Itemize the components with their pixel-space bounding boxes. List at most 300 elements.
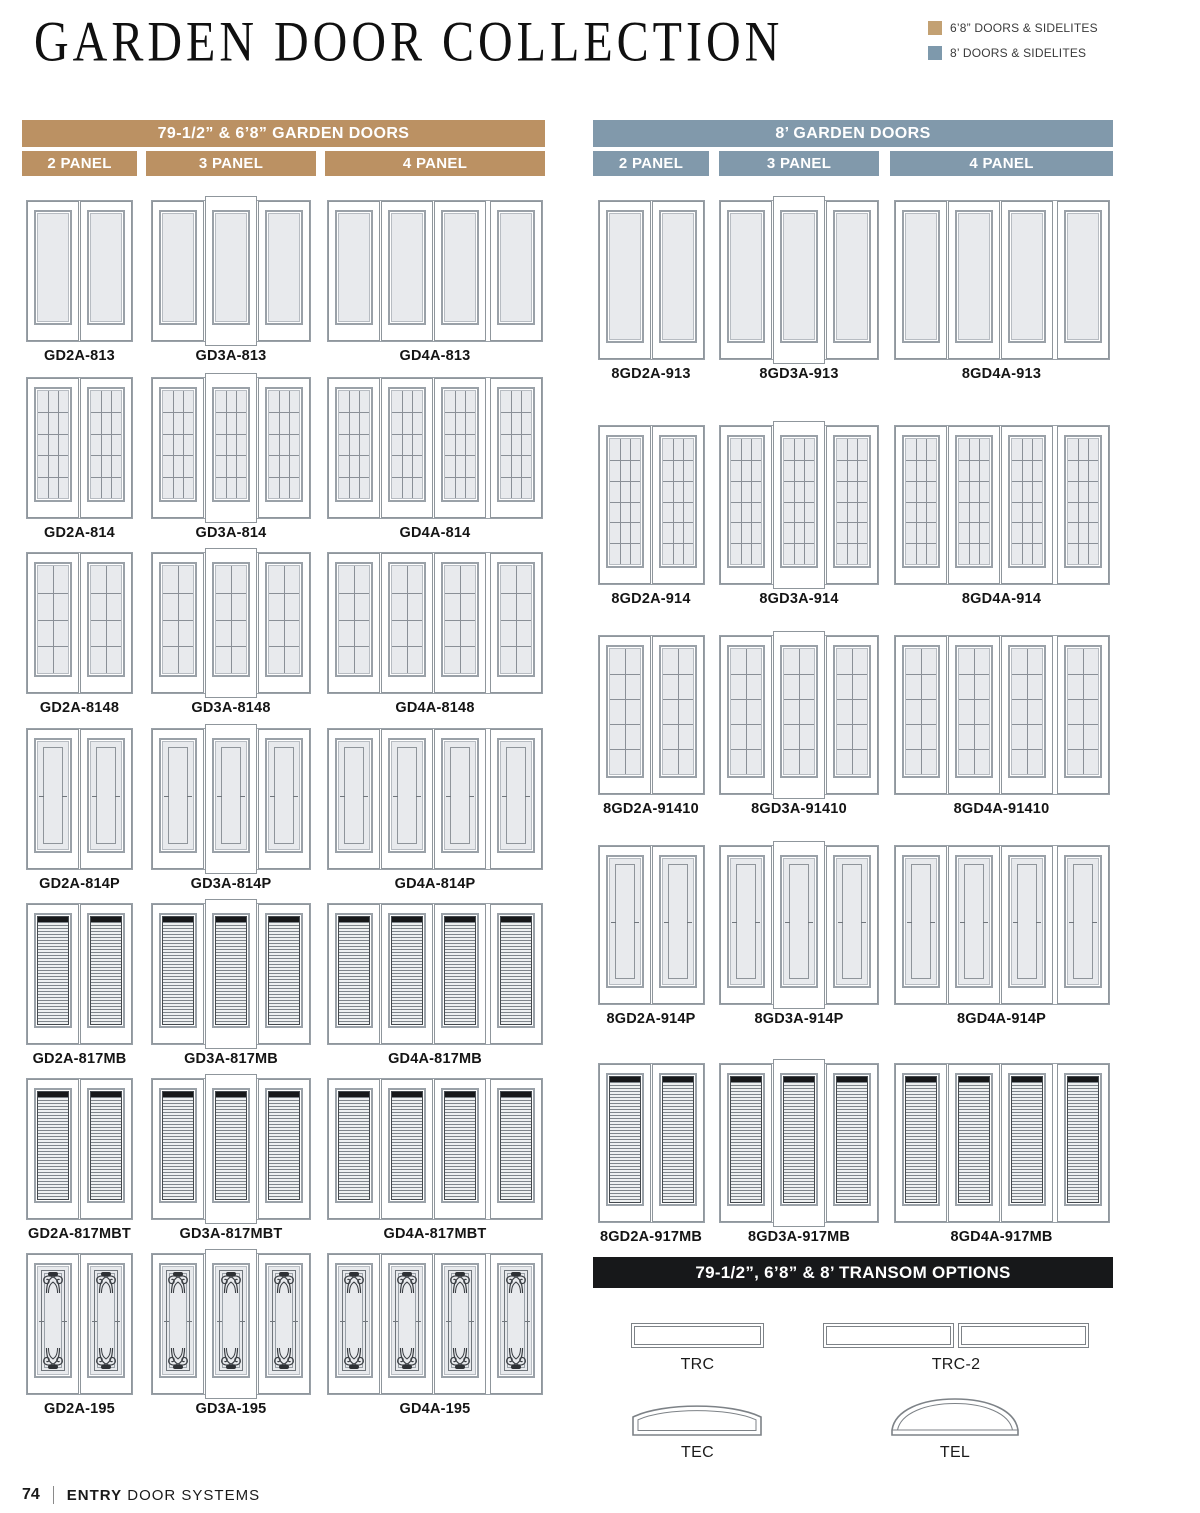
door-glass-clear — [1067, 213, 1099, 340]
door-glass-grid — [90, 390, 122, 499]
door-unit-GD2A-195 — [26, 1253, 133, 1395]
door-unit-GD3A-817MB — [151, 903, 311, 1045]
door-leaf — [490, 378, 542, 518]
door-model-label: 8GD2A-917MB — [599, 1229, 703, 1245]
grid-line-horizontal — [38, 455, 68, 456]
glass-frame — [335, 387, 373, 502]
blinds-headrail — [91, 917, 121, 922]
grid-line-horizontal — [392, 455, 422, 456]
glass-frame — [212, 1263, 250, 1378]
door-leaf — [205, 899, 257, 1049]
door-glass-blinds — [215, 1091, 247, 1200]
glass-inner-frame — [1073, 864, 1093, 979]
door-leaf — [773, 631, 825, 799]
door-glass-blinds — [338, 1091, 370, 1200]
door-model-label: 8GD4A-914P — [956, 1011, 1047, 1027]
glass-inner-frame — [168, 747, 188, 844]
grid-line-vertical — [183, 391, 184, 498]
door-leaf — [205, 1249, 257, 1399]
door-glass-panel — [215, 741, 247, 850]
door-leaf — [948, 201, 1000, 359]
glass-frame — [441, 210, 479, 325]
door-leaf — [652, 636, 704, 794]
door-glass-decorative — [500, 1266, 532, 1375]
glass-frame — [441, 562, 479, 677]
door-glass-grid — [836, 438, 868, 565]
grid-line-vertical — [921, 649, 922, 774]
glass-frame — [1064, 210, 1102, 343]
door-glass-clear — [730, 213, 762, 340]
grid-line-vertical — [402, 391, 403, 498]
glass-frame — [1008, 1073, 1046, 1206]
grid-line-horizontal — [392, 646, 422, 647]
grid-line-horizontal — [959, 522, 989, 523]
grid-line-horizontal — [906, 724, 936, 725]
door-leaf — [652, 201, 704, 359]
door-leaf — [826, 846, 878, 1004]
scroll-ornament-icon — [41, 1347, 61, 1367]
door-leaf — [720, 426, 772, 584]
grid-line-horizontal — [1012, 543, 1042, 544]
grid-line-horizontal — [784, 749, 814, 750]
glass-frame — [159, 1263, 197, 1378]
grid-line-horizontal — [731, 481, 761, 482]
door-glass-grid — [444, 565, 476, 674]
door-leaf — [826, 1064, 878, 1222]
blinds-headrail — [216, 917, 246, 922]
door-leaf — [773, 1059, 825, 1227]
door-glass-blinds — [391, 1091, 423, 1200]
grid-line-horizontal — [663, 502, 693, 503]
door-model-label: GD4A-195 — [399, 1401, 471, 1417]
grid-line-horizontal — [392, 434, 422, 435]
door-unit-8GD2A-914 — [598, 425, 705, 585]
door-leaf — [490, 729, 542, 869]
door-leaf — [258, 201, 310, 341]
glass-frame — [955, 645, 993, 778]
door-glass-clear — [268, 213, 300, 322]
door-glass-grid — [609, 438, 641, 565]
door-leaf — [328, 904, 380, 1044]
door-glass-panel — [958, 858, 990, 985]
door-leaf — [27, 378, 79, 518]
door-leaf — [599, 426, 651, 584]
glass-frame — [441, 1088, 479, 1203]
mid-tick — [502, 1321, 507, 1322]
door-unit-8GD4A-913 — [894, 200, 1110, 360]
grid-line-horizontal — [1068, 522, 1098, 523]
column-header-left-2panel: 2 PANEL — [22, 151, 137, 176]
glass-frame — [212, 738, 250, 853]
grid-line-horizontal — [1012, 699, 1042, 700]
door-glass-blinds — [268, 916, 300, 1025]
door-unit-8GD3A-917MB — [719, 1063, 879, 1223]
glass-frame — [902, 210, 940, 343]
grid-line-horizontal — [837, 699, 867, 700]
glass-frame — [902, 855, 940, 988]
door-model-label: GD3A-817MB — [184, 1051, 278, 1067]
column-header-right-4panel: 4 PANEL — [890, 151, 1113, 176]
door-model-label: 8GD3A-913 — [759, 366, 839, 382]
mid-tick — [164, 796, 169, 797]
door-leaf — [1001, 1064, 1053, 1222]
glass-frame — [497, 210, 535, 325]
grid-line-horizontal — [216, 434, 246, 435]
glass-frame — [265, 210, 303, 325]
glass-inner-frame — [450, 747, 470, 844]
door-glass-panel — [609, 858, 641, 985]
door-glass-decorative — [37, 1266, 69, 1375]
mid-tick — [634, 922, 639, 923]
door-leaf — [258, 904, 310, 1044]
blinds-headrail — [269, 917, 299, 922]
door-leaf — [381, 904, 433, 1044]
mid-tick — [838, 922, 843, 923]
blinds-headrail — [731, 1077, 761, 1082]
center-ornament-icon — [48, 1272, 58, 1276]
door-leaf — [948, 426, 1000, 584]
glass-frame — [955, 855, 993, 988]
glass-inner-frame — [397, 747, 417, 844]
grid-line-horizontal — [610, 543, 640, 544]
glass-frame — [87, 562, 125, 677]
scroll-ornament-icon — [395, 1274, 415, 1294]
glass-frame — [780, 855, 818, 988]
door-leaf — [1057, 636, 1109, 794]
glass-inner-frame — [668, 864, 688, 979]
grid-line-horizontal — [163, 593, 193, 594]
door-glass-grid — [1067, 438, 1099, 565]
door-leaf — [328, 378, 380, 518]
door-model-label: GD3A-814 — [195, 525, 267, 541]
door-glass-blinds — [37, 916, 69, 1025]
grid-line-horizontal — [1068, 481, 1098, 482]
door-leaf — [434, 1079, 486, 1219]
glass-frame — [1064, 1073, 1102, 1206]
grid-line-horizontal — [1068, 749, 1098, 750]
glass-frame — [902, 645, 940, 778]
door-unit-GD4A-8148 — [327, 552, 543, 694]
door-leaf — [205, 1074, 257, 1224]
door-model-label: GD4A-814P — [394, 876, 476, 892]
mid-tick — [1036, 922, 1041, 923]
door-leaf — [381, 201, 433, 341]
grid-line-horizontal — [906, 502, 936, 503]
door-glass-grid — [1011, 648, 1043, 775]
door-unit-GD3A-814 — [151, 377, 311, 519]
door-leaf — [205, 724, 257, 874]
grid-line-horizontal — [837, 460, 867, 461]
door-glass-grid — [444, 390, 476, 499]
mid-tick — [270, 1321, 275, 1322]
door-leaf — [652, 846, 704, 1004]
door-model-label: 8GD3A-917MB — [747, 1229, 851, 1245]
grid-line-horizontal — [38, 477, 68, 478]
door-glass-decorative — [391, 1266, 423, 1375]
door-model-label: GD4A-817MBT — [383, 1226, 487, 1242]
door-unit-8GD4A-917MB — [894, 1063, 1110, 1223]
transom-tel-drawing — [890, 1393, 1020, 1442]
scroll-ornament-icon — [448, 1347, 468, 1367]
mid-tick — [930, 922, 935, 923]
door-glass-blinds — [37, 1091, 69, 1200]
door-glass-blinds — [500, 916, 532, 1025]
mid-tick — [217, 1321, 222, 1322]
glass-inner-frame — [344, 747, 364, 844]
mid-tick — [687, 922, 692, 923]
mid-tick — [340, 796, 345, 797]
grid-line-vertical — [111, 391, 112, 498]
door-glass-clear — [783, 213, 815, 340]
grid-line-horizontal — [339, 455, 369, 456]
scroll-ornament-icon — [219, 1274, 239, 1294]
door-glass-grid — [662, 438, 694, 565]
grid-line-horizontal — [392, 477, 422, 478]
glass-frame — [388, 1263, 426, 1378]
blinds-headrail — [38, 917, 68, 922]
glass-frame — [87, 1088, 125, 1203]
door-glass-panel — [730, 858, 762, 985]
door-glass-grid — [609, 648, 641, 775]
door-glass-decorative — [338, 1266, 370, 1375]
grid-line-horizontal — [731, 522, 761, 523]
mid-tick — [217, 796, 222, 797]
glass-frame — [606, 435, 644, 568]
door-leaf — [773, 421, 825, 589]
grid-line-horizontal — [501, 434, 531, 435]
grid-line-horizontal — [837, 749, 867, 750]
grid-line-horizontal — [1068, 502, 1098, 503]
glass-inner-frame — [964, 864, 984, 979]
door-leaf — [948, 1064, 1000, 1222]
grid-line-horizontal — [216, 646, 246, 647]
glass-frame — [159, 1088, 197, 1203]
grid-line-vertical — [226, 391, 227, 498]
door-leaf — [1057, 846, 1109, 1004]
door-glass-grid — [268, 390, 300, 499]
door-glass-blinds — [609, 1076, 641, 1203]
transom-trc2-right-frame — [958, 1323, 1089, 1348]
grid-line-vertical — [852, 649, 853, 774]
center-ornament-icon — [173, 1272, 183, 1276]
door-unit-GD2A-814P — [26, 728, 133, 870]
glass-frame — [497, 1088, 535, 1203]
door-glass-blinds — [500, 1091, 532, 1200]
grid-line-horizontal — [837, 674, 867, 675]
door-leaf — [328, 1079, 380, 1219]
door-unit-GD2A-817MB — [26, 903, 133, 1045]
mid-tick — [446, 796, 451, 797]
grid-line-horizontal — [731, 699, 761, 700]
scroll-ornament-icon — [504, 1274, 524, 1294]
door-glass-panel — [162, 741, 194, 850]
door-glass-panel — [37, 741, 69, 850]
door-glass-grid — [836, 648, 868, 775]
center-ornament-icon — [511, 1272, 521, 1276]
door-leaf — [80, 553, 132, 693]
glass-frame — [159, 913, 197, 1028]
door-leaf — [152, 729, 204, 869]
scroll-ornament-icon — [504, 1347, 524, 1367]
door-model-label: GD3A-814P — [190, 876, 272, 892]
grid-line-vertical — [625, 649, 626, 774]
glass-frame — [727, 1073, 765, 1206]
door-leaf — [381, 553, 433, 693]
scroll-ornament-icon — [448, 1274, 468, 1294]
door-glass-blinds — [268, 1091, 300, 1200]
mid-tick — [270, 796, 275, 797]
door-model-label: 8GD2A-914 — [611, 591, 691, 607]
door-glass-decorative — [90, 1266, 122, 1375]
grid-line-vertical — [746, 649, 747, 774]
glass-frame — [606, 1073, 644, 1206]
door-model-label: GD2A-195 — [44, 1401, 115, 1417]
mid-tick — [187, 796, 192, 797]
door-glass-grid — [905, 438, 937, 565]
grid-line-horizontal — [216, 412, 246, 413]
glass-frame — [833, 435, 871, 568]
transom-trc-drawing — [631, 1323, 764, 1348]
door-leaf — [490, 1254, 542, 1394]
grid-line-horizontal — [784, 674, 814, 675]
mid-tick — [393, 796, 398, 797]
door-glass-grid — [391, 390, 423, 499]
blinds-headrail — [445, 1092, 475, 1097]
grid-line-horizontal — [906, 522, 936, 523]
door-model-label: GD4A-8148 — [395, 700, 475, 716]
door-glass-grid — [268, 565, 300, 674]
door-glass-blinds — [338, 916, 370, 1025]
center-ornament-icon — [226, 1272, 236, 1276]
footer-brand-rest: DOOR SYSTEMS — [127, 1486, 261, 1504]
grid-line-vertical — [236, 391, 237, 498]
glass-frame — [659, 1073, 697, 1206]
scroll-ornament-icon — [94, 1347, 114, 1367]
grid-line-horizontal — [784, 699, 814, 700]
grid-line-horizontal — [1012, 502, 1042, 503]
door-glass-grid — [215, 390, 247, 499]
column-header-right-3panel: 3 PANEL — [719, 151, 879, 176]
glass-frame — [34, 387, 72, 502]
glass-frame — [388, 738, 426, 853]
glass-frame — [265, 1263, 303, 1378]
door-leaf — [895, 201, 947, 359]
grid-line-vertical — [1027, 649, 1028, 774]
mid-tick — [393, 1321, 398, 1322]
glass-frame — [441, 738, 479, 853]
blinds-headrail — [445, 917, 475, 922]
glass-inner-frame — [96, 747, 116, 844]
door-model-label: GD3A-8148 — [191, 700, 271, 716]
grid-line-horizontal — [339, 434, 369, 435]
door-glass-blinds — [1067, 1076, 1099, 1203]
door-glass-blinds — [391, 916, 423, 1025]
door-leaf — [599, 636, 651, 794]
blinds-headrail — [38, 1092, 68, 1097]
glass-frame — [833, 645, 871, 778]
door-model-label: 8GD4A-917MB — [950, 1229, 1053, 1245]
grid-line-vertical — [359, 391, 360, 498]
door-glass-grid — [730, 648, 762, 775]
transom-tec-drawing — [631, 1396, 763, 1442]
grid-line-horizontal — [784, 481, 814, 482]
grid-line-horizontal — [501, 620, 531, 621]
glass-inner-frame — [789, 864, 809, 979]
door-leaf — [80, 904, 132, 1044]
glass-frame — [902, 435, 940, 568]
grid-line-horizontal — [216, 620, 246, 621]
grid-line-horizontal — [38, 620, 68, 621]
door-leaf — [381, 1079, 433, 1219]
glass-frame — [727, 210, 765, 343]
glass-frame — [955, 1073, 993, 1206]
door-glass-decorative — [444, 1266, 476, 1375]
grid-line-vertical — [799, 649, 800, 774]
mid-tick — [755, 922, 760, 923]
glass-frame — [87, 913, 125, 1028]
door-leaf — [720, 636, 772, 794]
door-leaf — [152, 553, 204, 693]
grid-line-horizontal — [663, 543, 693, 544]
grid-line-horizontal — [1068, 699, 1098, 700]
grid-line-vertical — [173, 391, 174, 498]
grid-line-horizontal — [91, 620, 121, 621]
door-leaf — [80, 1254, 132, 1394]
footer-brand-bold: ENTRY — [66, 1486, 123, 1504]
door-leaf — [80, 729, 132, 869]
door-model-label: GD4A-814 — [399, 525, 471, 541]
blinds-headrail — [610, 1077, 640, 1082]
door-model-label: 8GD4A-913 — [961, 366, 1042, 382]
scroll-ornament-icon — [272, 1274, 292, 1294]
door-glass-clear — [215, 213, 247, 322]
door-leaf — [599, 201, 651, 359]
door-unit-8GD3A-913 — [719, 200, 879, 360]
grid-line-horizontal — [38, 434, 68, 435]
door-leaf — [381, 1254, 433, 1394]
glass-frame — [212, 562, 250, 677]
door-glass-grid — [338, 390, 370, 499]
grid-line-vertical — [1083, 649, 1084, 774]
door-model-label: 8GD4A-914 — [961, 591, 1042, 607]
grid-line-horizontal — [663, 522, 693, 523]
door-glass-blinds — [444, 916, 476, 1025]
glass-frame — [265, 1088, 303, 1203]
glass-frame — [780, 1073, 818, 1206]
glass-frame — [335, 1088, 373, 1203]
glass-frame — [833, 1073, 871, 1206]
grid-line-horizontal — [445, 477, 475, 478]
glass-frame — [212, 210, 250, 325]
glass-frame — [34, 210, 72, 325]
grid-line-horizontal — [663, 749, 693, 750]
glass-inner-frame — [911, 864, 931, 979]
glass-frame — [159, 738, 197, 853]
glass-inner-frame — [736, 864, 756, 979]
grid-line-horizontal — [339, 412, 369, 413]
grid-line-horizontal — [906, 460, 936, 461]
blinds-headrail — [959, 1077, 989, 1082]
grid-line-horizontal — [610, 749, 640, 750]
grid-line-horizontal — [784, 724, 814, 725]
glass-frame — [212, 913, 250, 1028]
mid-tick — [983, 922, 988, 923]
door-leaf — [434, 553, 486, 693]
mid-tick — [446, 1321, 451, 1322]
door-leaf — [205, 373, 257, 523]
glass-inner-frame — [506, 747, 526, 844]
glass-frame — [388, 210, 426, 325]
